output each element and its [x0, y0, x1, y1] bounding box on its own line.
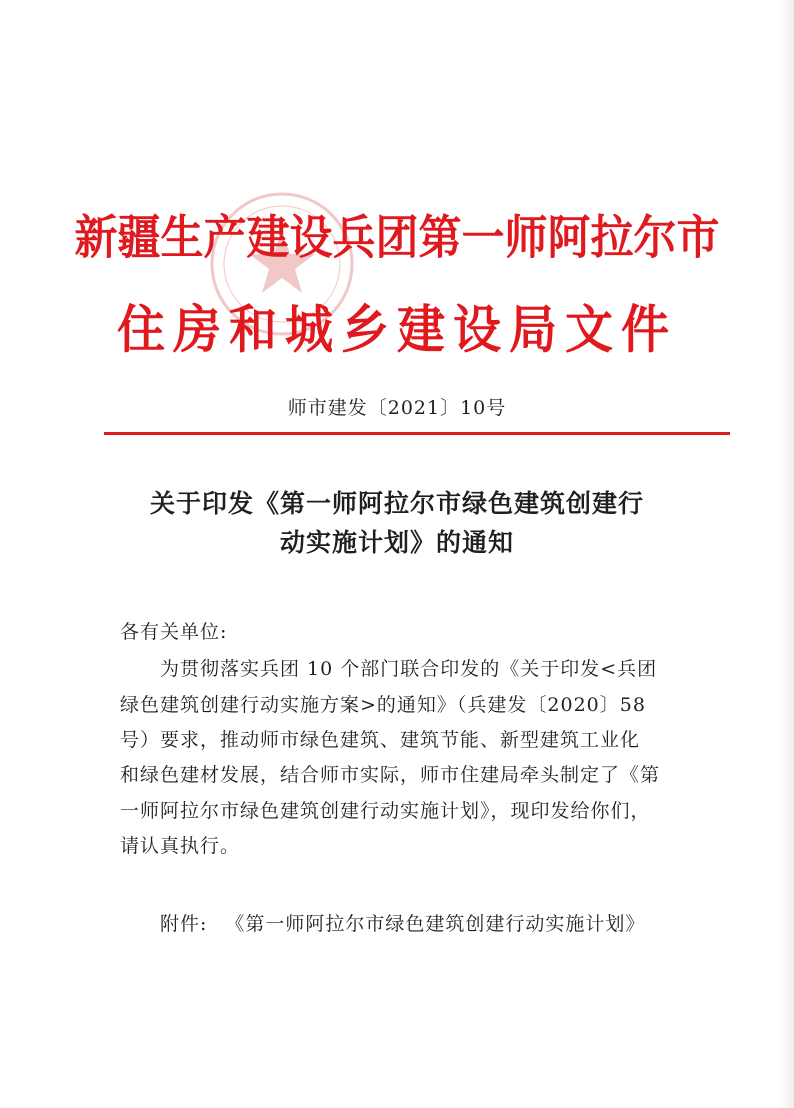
body-line: 为贯彻落实兵团 10 个部门联合印发的《关于印发<兵团 [160, 658, 658, 680]
attachment-label: 附件: [160, 913, 208, 935]
issuing-authority-line2: 住房和城乡建设局文件 [116, 300, 677, 361]
body-line: 和绿色建材发展，结合师市实际，师市住建局牵头制定了《第 [120, 764, 661, 786]
attachment-line [160, 909, 645, 936]
scan-edge-shadow [780, 0, 794, 1108]
document-title-line1: 关于印发《第一师阿拉尔市绿色建筑创建行 [149, 489, 644, 518]
attachment-title: 《第一师阿拉尔市绿色建筑创建行动实施计划》 [225, 913, 646, 935]
document-title-line2: 动实施计划》的通知 [279, 528, 514, 557]
issuing-authority-line1: 新疆生产建设兵团第一师阿拉尔市 [74, 211, 720, 266]
body-line: 绿色建筑创建行动实施方案>的通知》（兵建发〔2020〕58 [120, 694, 646, 716]
red-divider-line [104, 432, 730, 435]
document-number: 师市建发〔2021〕10号 [287, 397, 507, 419]
body-line: 号）要求，推动师市绿色建筑、建筑节能、新型建筑工业化 [120, 729, 641, 751]
body-line: 请认真执行。 [120, 835, 241, 857]
salutation: 各有关单位: [120, 621, 228, 643]
body-line: 一师阿拉尔市绿色建筑创建行动实施计划》，现印发给你们， [120, 800, 651, 822]
